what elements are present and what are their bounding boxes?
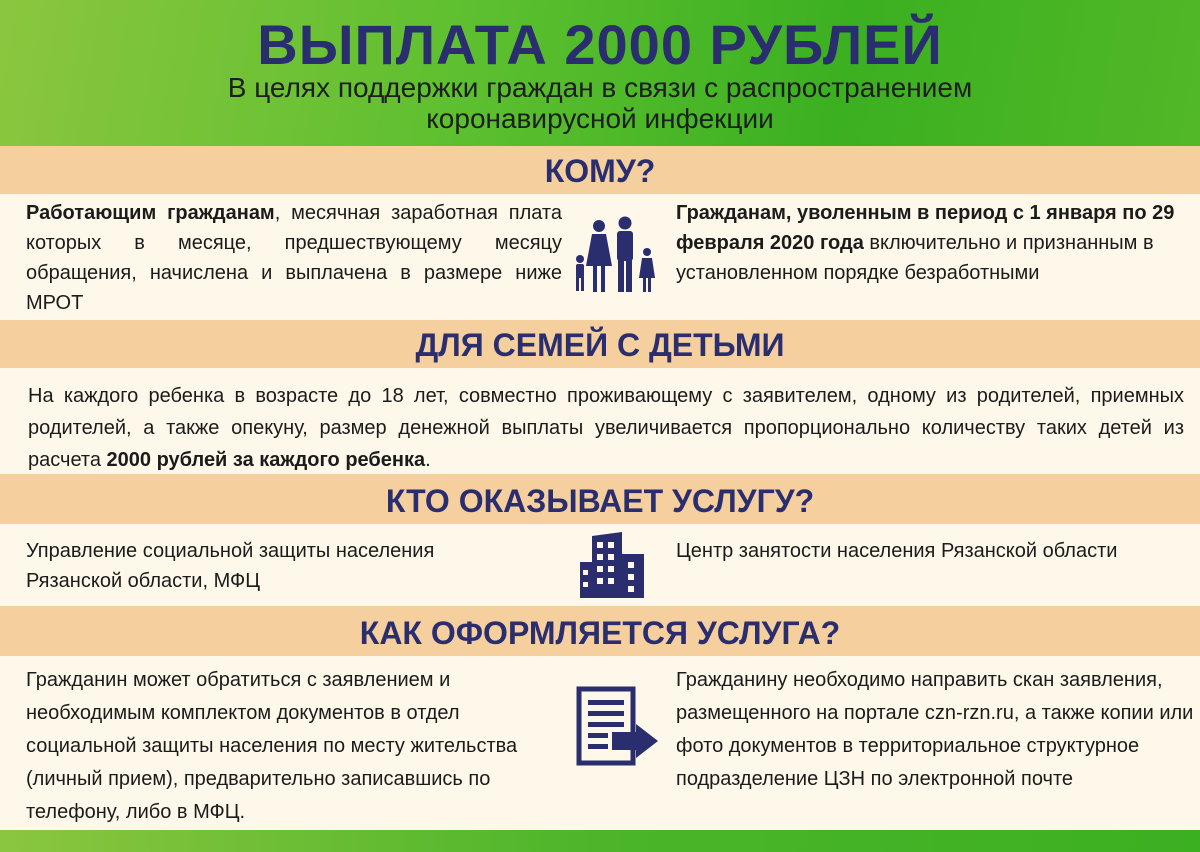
subtitle-line-2: коронавирусной инфекции xyxy=(426,103,774,134)
process-left-text: Гражданин может обратиться с заявлением и необходимым комплектом документов в отдел социальной защиты населения по месту жительства (личный прием), предварительно записавшись по телефону, либо в МФЦ. xyxy=(26,669,518,823)
who-left-rest: , месячная заработная плата которых в месяце, предшествующему месяцу обращения, начислена и выплачена в размере ниже МРОТ xyxy=(26,202,562,314)
children-text-end: . xyxy=(425,449,431,471)
family-icon xyxy=(568,214,658,294)
section-heading-who xyxy=(0,146,1200,194)
children-text-main: На каждого ребенка в возрасте до 18 лет, совместно проживающему с заявителем, одному из родителей, приемных родителей, а также опекуну, размер денежной выплаты увеличивается пропорционально количеству таких детей из расчета xyxy=(28,385,1184,471)
section-process-panel xyxy=(0,656,1200,830)
section-heading-process xyxy=(0,606,1200,656)
header-banner xyxy=(0,0,1200,146)
section-heading-who-text: КОМУ? xyxy=(544,153,656,189)
who-right-rest: включительно и признанным в установленном порядке безработными xyxy=(676,232,1154,284)
section-who-panel xyxy=(0,194,1200,320)
section-heading-children xyxy=(0,320,1200,368)
who-right-bold: Гражданам, уволенным в период с 1 января по 29 февраля 2020 года xyxy=(676,202,1175,254)
children-text-bold: 2000 рублей за каждого ребенка xyxy=(106,449,426,471)
section-heading-provider-text: КТО ОКАЗЫВАЕТ УСЛУГУ? xyxy=(385,483,815,519)
who-left-text xyxy=(26,198,562,318)
section-provider-panel xyxy=(0,524,1200,606)
page-title: ВЫПЛАТА 2000 РУБЛЕЙ xyxy=(257,13,943,76)
document-send-icon xyxy=(576,686,660,768)
subtitle-line-1: В целях поддержки граждан в связи с распространением xyxy=(227,72,973,103)
page-subtitle xyxy=(0,72,1200,134)
provider-right-text: Центр занятости населения Рязанской области xyxy=(676,540,1118,562)
section-heading-process-text: КАК ОФОРМЛЯЕТСЯ УСЛУГА? xyxy=(359,615,841,651)
process-right-text: Гражданину необходимо направить скан заявления, размещенного на портале czn-rzn.ru, а также копии или фото документов в территориальное структурное подразделение ЦЗН по электронной почте xyxy=(676,669,1194,790)
footer-bar xyxy=(0,830,1200,852)
section-children-panel xyxy=(0,368,1200,474)
section-heading-children-text: ДЛЯ СЕМЕЙ С ДЕТЬМИ xyxy=(415,327,785,363)
who-right-text xyxy=(676,198,1186,288)
building-icon xyxy=(578,532,646,600)
who-left-bold: Работающим гражданам xyxy=(26,202,275,224)
children-text xyxy=(28,380,1184,476)
provider-left-text: Управление социальной защиты населения Рязанской области, МФЦ xyxy=(26,540,435,592)
section-heading-provider xyxy=(0,474,1200,524)
